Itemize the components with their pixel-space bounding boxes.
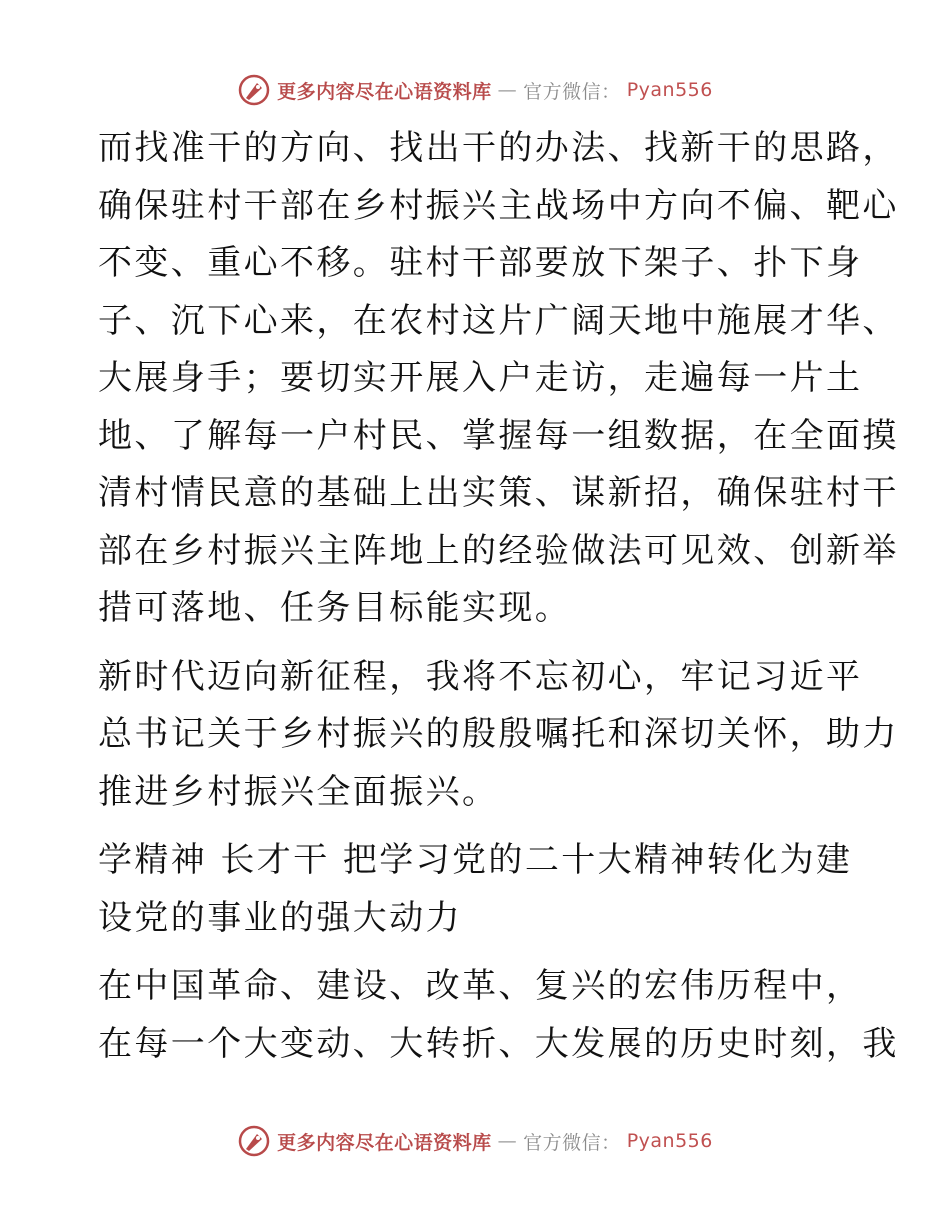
banner-wechat-label: 官方微信： bbox=[523, 80, 621, 103]
text-line: 而找准干的方向、找出干的办法、找新干的思路， bbox=[98, 128, 899, 168]
footer-banner-content bbox=[237, 1124, 713, 1158]
text-line: 总书记关于乡村振兴的殷殷嘱托和深切关怀，助力 bbox=[98, 714, 899, 754]
paragraph-1 bbox=[98, 120, 899, 638]
banner-brand-text: 更多内容尽在心语资料库 bbox=[277, 80, 492, 103]
banner-wechat-label: 官方微信： bbox=[523, 1131, 621, 1154]
text-line: 清村情民意的基础上出实策、谋新招，确保驻村干 bbox=[98, 473, 899, 513]
text-line: 部在乡村振兴主阵地上的经验做法可见效、创新举 bbox=[98, 530, 899, 571]
banner-wechat-id: Pyan556 bbox=[626, 79, 713, 101]
footer-banner bbox=[0, 1121, 950, 1161]
paragraph-2 bbox=[98, 649, 899, 822]
header-banner bbox=[0, 70, 950, 110]
paragraph-3-heading bbox=[98, 832, 858, 947]
header-banner-content bbox=[237, 73, 713, 107]
text-line: 确保驻村干部在乡村振兴主战场中方向不偏、靶心 bbox=[98, 185, 899, 226]
text-line: 措可落地、任务目标能实现。 bbox=[98, 588, 572, 628]
text-line: 子、沉下心来，在农村这片广阔天地中施展才华、 bbox=[98, 300, 899, 341]
text-line: 地、了解每一户村民、掌握每一组数据，在全面摸 bbox=[98, 415, 899, 456]
pen-nib-logo-icon bbox=[237, 73, 271, 107]
banner-separator: — bbox=[497, 79, 518, 101]
text-line: 推进乡村振兴全面振兴。 bbox=[98, 771, 499, 812]
text-line: 大展身手；要切实开展入户走访，走遍每一片土 bbox=[98, 358, 863, 398]
paragraph-4 bbox=[98, 958, 899, 1073]
document-body bbox=[98, 120, 899, 1073]
banner-brand-text: 更多内容尽在心语资料库 bbox=[277, 1131, 492, 1154]
text-line: 在每一个大变动、大转折、大发展的历史时刻，我 bbox=[98, 1023, 899, 1064]
banner-wechat-id: Pyan556 bbox=[626, 1130, 713, 1152]
text-line: 新时代迈向新征程，我将不忘初心，牢记习近平 bbox=[98, 656, 863, 697]
banner-separator: — bbox=[497, 1130, 518, 1152]
text-line: 不变、重心不移。驻村干部要放下架子、扑下身 bbox=[98, 243, 863, 283]
text-line: 设党的事业的强大动力 bbox=[98, 897, 462, 938]
text-line: 在中国革命、建设、改革、复兴的宏伟历程中， bbox=[98, 966, 863, 1006]
pen-nib-logo-icon bbox=[237, 1124, 271, 1158]
text-line: 学精神 长才干 把学习党的二十大精神转化为建 bbox=[98, 840, 853, 880]
